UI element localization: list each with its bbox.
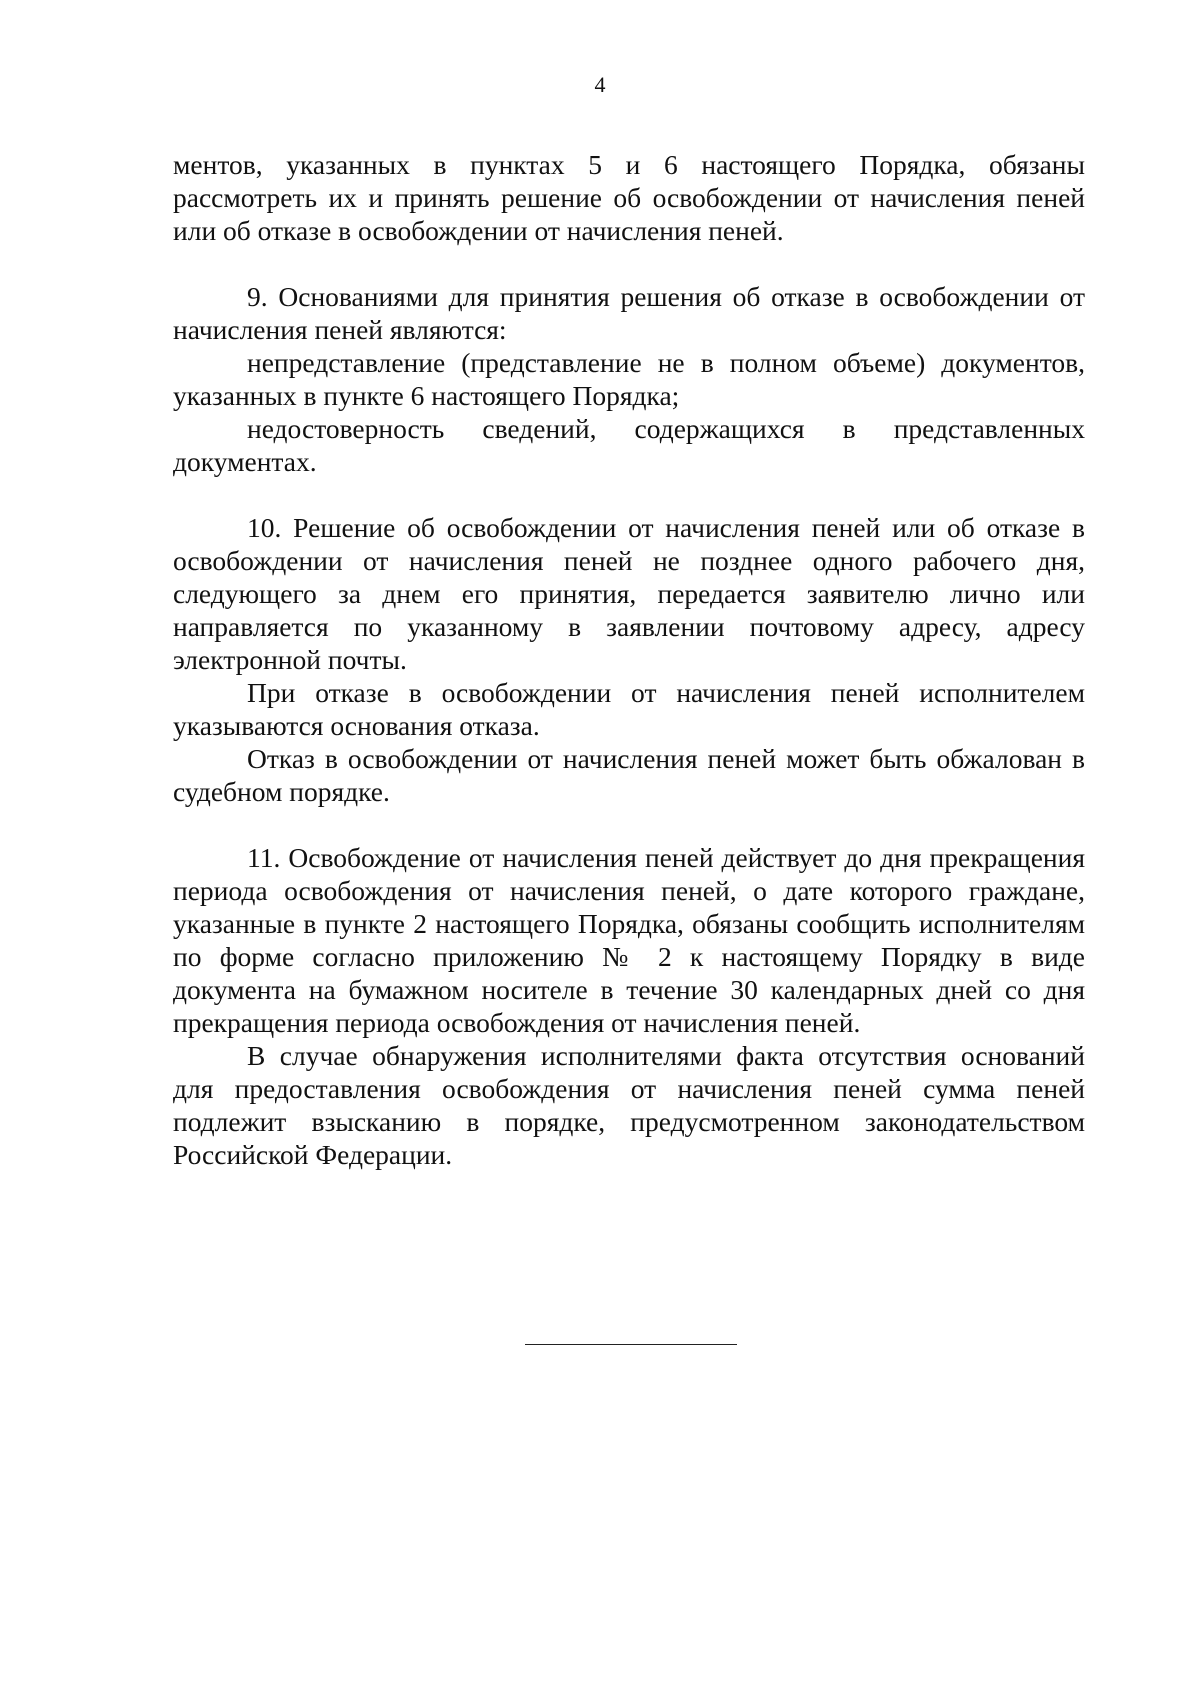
paragraph-item-9-ground-2: недостоверность сведений, содержащихся в представленных документах. — [173, 413, 1085, 477]
paragraph-item-11-recovery: В случае обнаружения исполнителями факта отсутствия оснований для предоставления освобождения от начисления пеней сумма пеней подлежит взысканию в порядке, предусмотренном законодательством Российской Федерации. — [173, 1040, 1085, 1170]
paragraph-item-10: 10. Решение об освобождении от начисления пеней или об отказе в освобождении от начисления пеней не позднее одного рабочего дня, следующего за днем его принятия, передается заявителю лично или направляется по указанному в заявлении почтовому адресу, адресу электронной почты. — [173, 512, 1085, 675]
paragraph-continuation: ментов, указанных в пунктах 5 и 6 настоящего Порядка, обязаны рассмотреть их и принять решение об освобождении от начисления пеней или об отказе в освобождении от начисления пеней. — [173, 149, 1085, 246]
closing-divider-line — [525, 1344, 737, 1345]
paragraph-item-9: 9. Основаниями для принятия решения об отказе в освобождении от начисления пеней являются: — [173, 281, 1085, 345]
paragraph-item-10-refusal-grounds: При отказе в освобождении от начисления пеней исполнителем указываются основания отказа. — [173, 677, 1085, 741]
paragraph-item-11: 11. Освобождение от начисления пеней действует до дня прекращения периода освобождения от начисления пеней, о дате которого граждане, указанные в пункте 2 настоящего Порядка, обязаны сообщить исполнителям по форме согласно приложению № 2 к настоящему Порядку в виде документа на бумажном носителе в течение 30 календарных дней со дня прекращения периода освобождения от начисления пеней. — [173, 842, 1085, 1038]
paragraph-item-10-appeal: Отказ в освобождении от начисления пеней может быть обжалован в судебном порядке. — [173, 743, 1085, 807]
page-number: 4 — [594, 72, 606, 97]
document-body — [173, 148, 1085, 1171]
paragraph-item-9-ground-1: непредставление (представление не в полном объеме) документов, указанных в пункте 6 настоящего Порядка; — [173, 347, 1085, 411]
